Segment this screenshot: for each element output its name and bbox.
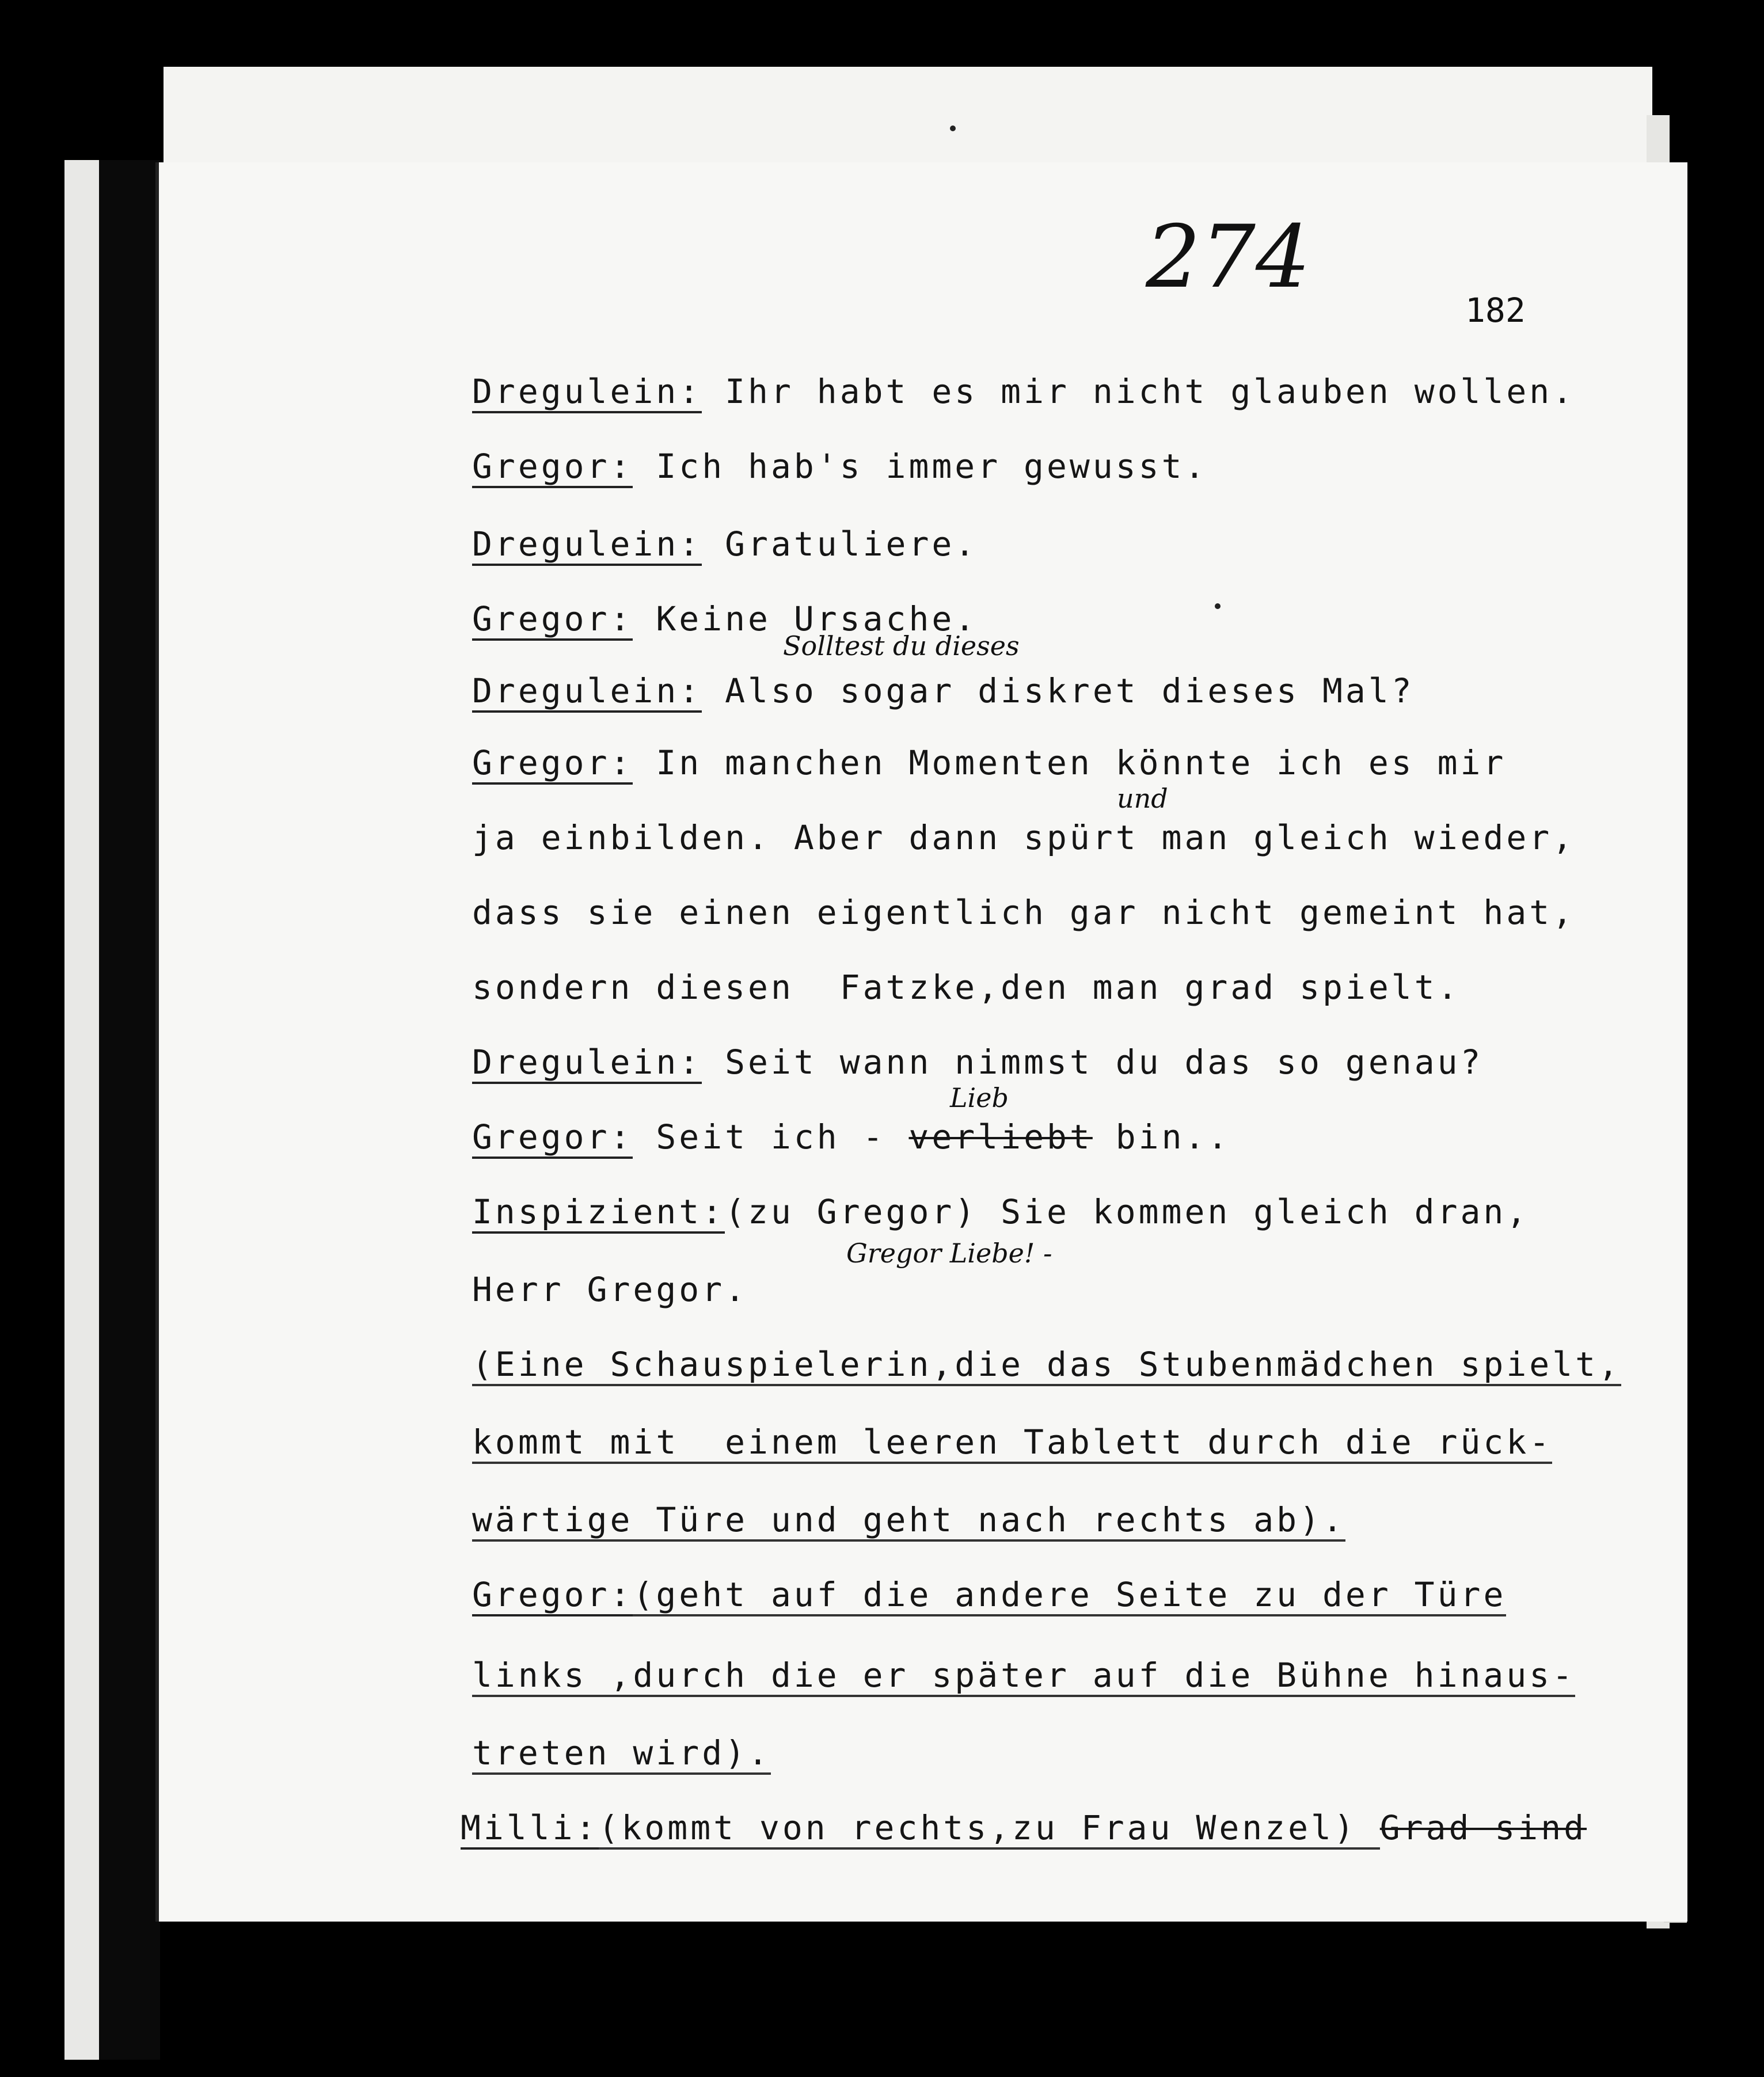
struck-text: Grad sind [1379, 1808, 1587, 1847]
script-line [472, 1341, 1621, 1387]
script-line [472, 964, 1461, 1010]
line-text: (geht auf die andere Seite zu der Türe [633, 1575, 1506, 1616]
line-text: Ihr habt es mir nicht glauben wollen. [702, 372, 1576, 411]
speaker-label: Dregulein: [472, 372, 702, 413]
handwritten-annotation: Gregor Liebe! - [846, 1238, 1052, 1269]
speaker-label: Dregulein: [472, 671, 702, 713]
line-text: wärtige Türe und geht nach rechts ab). [472, 1500, 1345, 1542]
speaker-label: Dregulein: [472, 1043, 702, 1084]
script-line [472, 815, 1575, 861]
script-line [472, 1419, 1552, 1465]
handwritten-annotation: und [1117, 783, 1168, 814]
script-line [472, 1572, 1506, 1618]
line-text: Ich hab's immer gewusst. [633, 447, 1208, 486]
speaker-label: Gregor: [472, 743, 633, 785]
punch-mark [950, 125, 956, 131]
script-line [461, 1805, 1587, 1851]
script-line [472, 1114, 1230, 1160]
script-line [472, 443, 1207, 489]
line-text: Seit ich - [633, 1117, 909, 1157]
script-line [472, 1652, 1575, 1698]
line-text: (zu Gregor) Sie kommen gleich dran, [725, 1192, 1530, 1231]
speaker-label: Inspizient: [472, 1192, 725, 1234]
line-text: dass sie einen eigentlich gar nicht gemeint hat, [472, 893, 1576, 932]
line-text: (kommt von rechts,zu Frau Wenzel) [599, 1808, 1380, 1850]
ink-mark [1215, 603, 1221, 609]
line-text: Herr Gregor. [472, 1270, 748, 1309]
script-line [472, 1730, 771, 1776]
speaker-label: Gregor: [472, 599, 633, 641]
script-line [472, 1497, 1345, 1543]
line-text: kommt mit einem leeren Tablett durch die rück- [472, 1422, 1552, 1464]
script-line [472, 740, 1506, 786]
speaker-label: Gregor: [472, 447, 633, 488]
archive-number: 274 [1146, 207, 1311, 307]
speaker-label: Gregor: [472, 1117, 633, 1159]
script-line [472, 1266, 748, 1313]
line-text: bin.. [1092, 1117, 1231, 1157]
line-text: In manchen Momenten könnte ich es mir [633, 743, 1507, 782]
script-line [472, 1039, 1483, 1085]
line-text: Gratuliere. [702, 524, 978, 564]
speaker-label: Gregor: [472, 1575, 633, 1616]
handwritten-annotation: Solltest du dieses [783, 630, 1020, 661]
script-line [472, 368, 1575, 414]
line-text: Seit wann nimmst du das so genau? [702, 1043, 1484, 1082]
page-number: 182 [1465, 291, 1526, 330]
script-line [472, 889, 1575, 935]
script-line [472, 668, 1415, 714]
handwritten-annotation: Lieb [950, 1082, 1009, 1113]
speaker-label: Dregulein: [472, 524, 702, 566]
line-text: treten wird). [472, 1733, 771, 1775]
script-line [472, 521, 978, 567]
line-text: sondern diesen Fatzke,den man grad spielt. [472, 968, 1461, 1007]
line-text: Also sogar diskret dieses Mal? [702, 671, 1415, 710]
speaker-label: Milli: [461, 1808, 599, 1850]
line-text: (Eine Schauspielerin,die das Stubenmädchen spielt, [472, 1345, 1621, 1386]
line-text: ja einbilden. Aber dann spürt man gleich wieder, [472, 818, 1576, 857]
line-text: Keine Ursache. [633, 599, 978, 638]
line-text: links ,durch die er später auf die Bühne hinaus- [472, 1656, 1575, 1697]
struck-text: verliebt [908, 1117, 1093, 1157]
script-line [472, 1189, 1529, 1235]
binding-edge [64, 160, 99, 2060]
